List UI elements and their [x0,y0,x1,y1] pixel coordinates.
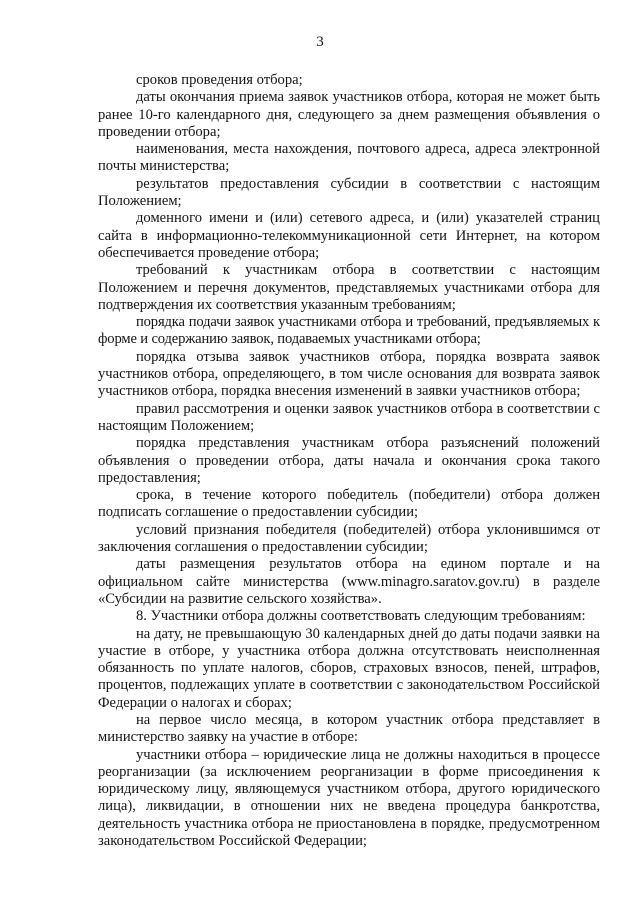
paragraph: срока, в течение которого победитель (победители) отбора должен подписать соглашение о предоставлении субсидии; [98,487,600,521]
paragraph: требований к участникам отбора в соответствии с настоящим Положением и перечня документов, представляемых участниками отбора для подтверждения их соответствия указанным требованиям; [98,262,600,313]
paragraph: порядка представления участникам отбора разъяснений положений объявления о проведении отбора, даты начала и окончания срока такого предоставления; [98,435,600,486]
paragraph: доменного имени и (или) сетевого адреса, и (или) указателей страниц сайта в информационно-телекоммуникационной сети Интернет, на котором обеспечивается проведение отбора; [98,210,600,261]
paragraph: на первое число месяца, в котором участник отбора представляет в министерство заявку на участие в отборе: [98,711,600,746]
page-number: 3 [316,34,324,50]
paragraph: правил рассмотрения и оценки заявок участников отбора в соответствии с настоящим Положением; [98,400,600,434]
paragraph: условий признания победителя (победителей) отбора уклонившимся от заключения соглашения о предоставлении субсидии; [98,521,600,556]
paragraph: сроков проведения отбора; [136,72,303,88]
paragraph: даты размещения результатов отбора на едином портале и на официальном сайте министерства (www.minagro.saratov.gov.ru) в разделе «Субсидии на развитие сельского хозяйства». [98,556,600,607]
paragraph: на дату, не превышающую 30 календарных дней до даты подачи заявки на участие в отборе, у участника отбора должна отсутствовать неисполненная обязанность по уплате налогов, сборов, страховых взносов, пеней, штрафов, процентов, подлежащих уплате в соответствии с законодательством Российской Федерации о налогах и сборах; [98,625,600,711]
paragraph: 8. Участники отбора должны соответствовать следующим требованиям: [136,608,586,625]
paragraph: наименования, места нахождения, почтового адреса, адреса электронной почты министерства; [98,141,600,175]
paragraph: результатов предоставления субсидии в соответствии с настоящим Положением; [98,175,600,210]
paragraph: порядка отзыва заявок участников отбора, порядка возврата заявок участников отбора, определяющего, в том числе основания для возврата заявок участников отбора, порядка внесения изменений в заявки участников отбора; [98,348,600,400]
paragraph: порядка подачи заявок участниками отбора и требований, предъявляемых к форме и содержанию заявок, подаваемых участниками отбора; [98,314,600,348]
paragraph: даты окончания приема заявок участников отбора, которая не может быть ранее 10-го календарного дня, следующего за днем размещения объявления о проведении отбора; [98,89,600,140]
document-body [98,72,600,850]
paragraph: участники отбора – юридические лица не должны находиться в процессе реорганизации (за исключением реорганизации в форме присоединения к юридическому лицу, являющемуся участником отбора, другого юридического лица), ликвидации, в отношении них не введена процедура банкротства, деятельность участника отбора не приостановлена в порядке, предусмотренном законодательством Российской Федерации; [98,746,600,850]
